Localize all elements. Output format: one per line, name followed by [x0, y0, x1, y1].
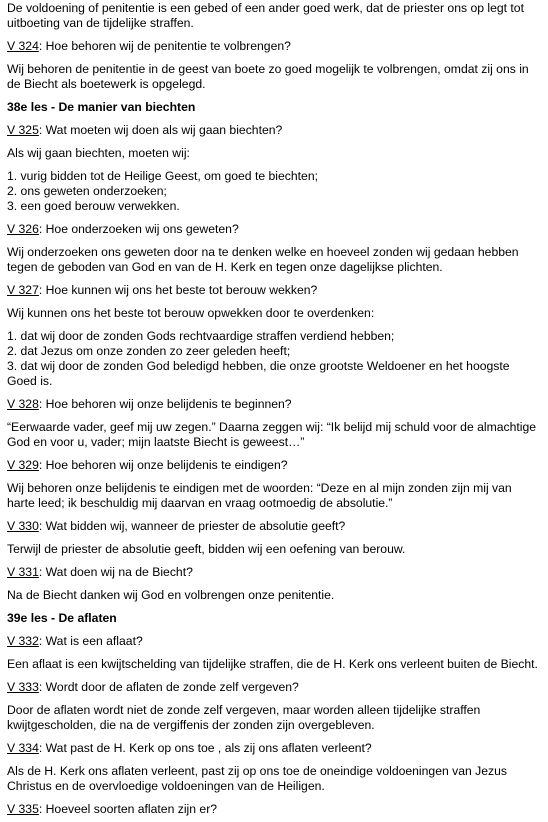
- question: [7, 222, 540, 237]
- question-number-link[interactable]: V 326: [7, 222, 39, 236]
- question-text: : Wat doen wij na de Biecht?: [38, 565, 193, 579]
- paragraph: “Eerwaarde vader, geef mij uw zegen.” Daarna zeggen wij: “Ik belijd mij schuld voor de almachtige God en voor u, vader; mijn laatste Biecht is geweest…”: [7, 420, 537, 449]
- question: [7, 634, 540, 649]
- question-text: : Hoe kunnen wij ons het beste tot berouw wekken?: [38, 283, 318, 297]
- question-number-link[interactable]: V 329: [7, 458, 39, 472]
- paragraph: Wij behoren de penitentie in de geest van boete zo goed mogelijk te volbrengen, omdat zij ons in de Biecht als boetewerk is opgelegd.: [7, 62, 529, 91]
- question-number-link[interactable]: V 325: [7, 123, 39, 137]
- question-text: : Hoeveel soorten aflaten zijn er?: [38, 802, 218, 816]
- question: [7, 123, 540, 138]
- paragraph: Door de aflaten wordt niet de zonde zelf vergeven, maar worden alleen tijdelijke straffen kwijtgescholden, die na de vergiffenis der zonden zijn overgebleven.: [7, 703, 481, 732]
- question-text: : Hoe behoren wij de penitentie te volbrengen?: [38, 39, 291, 53]
- paragraph: Na de Biecht danken wij God en volbrengen onze penitentie.: [7, 588, 335, 602]
- section-heading: 38e les - De manier van biechten: [7, 100, 196, 114]
- paragraph: Als de H. Kerk ons aflaten verleent, past zij op ons toe de oneindige voldoeningen van Jezus Christus en de overvloedige voldoeningen van de Heiligen.: [7, 764, 508, 793]
- question-number-link[interactable]: V 334: [7, 741, 39, 755]
- section-heading: 39e les - De aflaten: [7, 611, 117, 625]
- question-text: : Wordt door de aflaten de zonde zelf vergeven?: [38, 680, 299, 694]
- question-text: : Hoe behoren wij onze belijdenis te beginnen?: [38, 397, 292, 411]
- question: [7, 802, 540, 817]
- question-number-link[interactable]: V 324: [7, 39, 39, 53]
- question-number-link[interactable]: V 332: [7, 634, 39, 648]
- numbered-list: [7, 169, 540, 214]
- question: [7, 458, 540, 473]
- list-item: 2. dat Jezus om onze zonden zo zeer geleden heeft;: [7, 344, 291, 358]
- question: [7, 680, 540, 695]
- list-item: 3. een goed berouw verwekken.: [7, 199, 180, 213]
- paragraph: Wij onderzoeken ons geweten door na te denken welke en hoeveel zonden wij gedaan hebben tegen de geboden van God en van de H. Kerk en tegen onze dagelijkse plichten.: [7, 245, 519, 274]
- question-text: : Wat is een aflaat?: [38, 634, 143, 648]
- question: [7, 741, 540, 756]
- question-number-link[interactable]: V 331: [7, 565, 39, 579]
- paragraph: Wij behoren onze belijdenis te eindigen met de woorden: “Deze en al mijn zonden zijn mij van harte leed; ik beschuldig mij daarvan en vraag ootmoedig de absolutie.”: [7, 481, 512, 510]
- question-text: : Wat bidden wij, wanneer de priester de absolutie geeft?: [38, 519, 346, 533]
- paragraph: Een aflaat is een kwijtschelding van tijdelijke straffen, die de H. Kerk ons verleent buiten de Biecht.: [7, 657, 538, 671]
- list-item: 1. vurig bidden tot de Heilige Geest, om goed te biechten;: [7, 169, 318, 183]
- list-item: 1. dat wij door de zonden Gods rechtvaardige straffen verdiend hebben;: [7, 329, 395, 343]
- numbered-list: [7, 329, 540, 389]
- question: [7, 283, 540, 298]
- paragraph: Als wij gaan biechten, moeten wij:: [7, 146, 190, 160]
- paragraph: Terwijl de priester de absolutie geeft, bidden wij een oefening van berouw.: [7, 542, 406, 556]
- question-text: : Wat moeten wij doen als wij gaan biechten?: [38, 123, 283, 137]
- list-item: 3. dat wij door de zonden God beledigd hebben, die onze grootste Weldoener en het hoogste Goed is.: [7, 359, 510, 388]
- question-number-link[interactable]: V 330: [7, 519, 39, 533]
- question: [7, 565, 540, 580]
- list-item: 2. ons geweten onderzoeken;: [7, 184, 167, 198]
- question: [7, 519, 540, 534]
- question-number-link[interactable]: V 327: [7, 283, 39, 297]
- paragraph: De voldoening of penitentie is een gebed of een ander goed werk, dat de priester ons op legt tot uitboeting van de tijdelijke straffen.: [7, 1, 524, 30]
- question-text: : Hoe behoren wij onze belijdenis te eindigen?: [38, 458, 288, 472]
- question-number-link[interactable]: V 333: [7, 680, 39, 694]
- question: [7, 39, 540, 54]
- question-text: : Hoe onderzoeken wij ons geweten?: [38, 222, 239, 236]
- question: [7, 397, 540, 412]
- paragraph: Wij kunnen ons het beste tot berouw opwekken door te overdenken:: [7, 306, 375, 320]
- question-text: : Wat past de H. Kerk op ons toe , als zij ons aflaten verleent?: [38, 741, 372, 755]
- question-number-link[interactable]: V 335: [7, 802, 39, 816]
- question-number-link[interactable]: V 328: [7, 397, 39, 411]
